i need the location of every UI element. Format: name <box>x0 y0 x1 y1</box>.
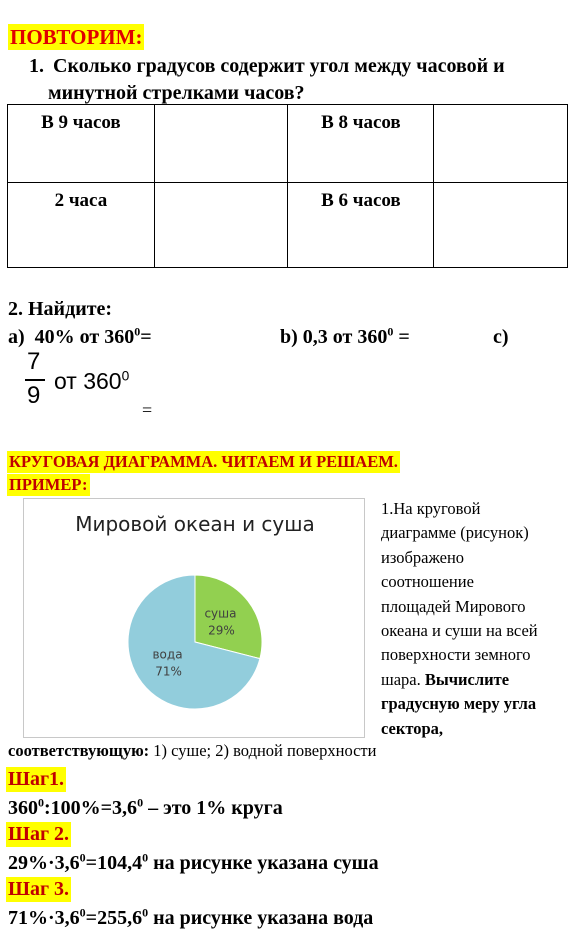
item-a-label: а) <box>8 326 25 348</box>
fraction-of-text: от 360 <box>54 368 122 394</box>
pie-chart-frame <box>23 498 365 738</box>
degree-sup: 0 <box>79 850 86 865</box>
question1-number: 1. <box>29 55 44 77</box>
step-text-part: =104,4 <box>85 852 143 874</box>
step-text-part: на рисунке указана вода <box>148 907 374 929</box>
clock-angle-table <box>7 104 568 268</box>
degree-sup: 0 <box>38 795 44 810</box>
table-cell: В 6 часов <box>288 183 434 268</box>
description-line: градусную меру угла <box>381 694 537 714</box>
answer-cell[interactable] <box>154 105 288 183</box>
answer-cell[interactable] <box>434 105 568 183</box>
example-heading: ПРИМЕР: <box>9 475 88 494</box>
question2-item-a <box>8 326 152 349</box>
degree-sup: 0 <box>137 795 144 810</box>
description-line: 1.На круговой <box>381 499 481 518</box>
fraction-denominator: 9 <box>27 382 41 409</box>
problem-description <box>381 497 571 741</box>
pie-label-category: суша <box>204 606 237 621</box>
description-text: шара. <box>381 669 421 689</box>
question2-item-b <box>280 326 410 349</box>
section-title-pie-chart: КРУГОВАЯ ДИАГРАММА. ЧИТАЕМ И РЕШАЕМ. <box>9 452 398 471</box>
fraction-text <box>54 368 129 395</box>
description-bold-text: соответствующую: <box>8 741 150 760</box>
step-text-part: 71%·3,6 <box>8 907 80 929</box>
description-line: изображено <box>381 547 465 567</box>
item-b-label: b) <box>280 326 298 348</box>
answer-cell[interactable] <box>434 183 568 268</box>
degree-sup: 0 <box>121 368 130 384</box>
section-heading-repeat: ПОВТОРИМ: <box>10 25 143 49</box>
step-text-part: 29%·3,6 <box>8 852 80 874</box>
step-text-part: :100%=3,6 <box>44 797 138 819</box>
fraction-bar <box>25 379 45 381</box>
table-cell: 2 часа <box>8 183 155 268</box>
step1-text <box>8 796 283 821</box>
item-b-eq: = <box>393 326 410 348</box>
table-cell: В 8 часов <box>288 105 434 183</box>
pie-label-category: вода <box>152 647 183 662</box>
degree-sup: 0 <box>79 905 86 920</box>
step-text-part: – это 1% круга <box>143 797 283 819</box>
description-line: сектора, <box>381 718 444 738</box>
chart-title: Мировой океан и суша <box>75 512 315 536</box>
description-line: площадей Мирового <box>381 596 526 616</box>
pie-label-percent: 29% <box>208 623 235 638</box>
step3-text <box>8 906 373 931</box>
description-last-line <box>8 741 376 761</box>
fraction-equals: = <box>142 400 153 420</box>
description-bold-text: Вычислите <box>420 669 510 689</box>
table-row <box>8 105 568 183</box>
item-a-eq: = <box>140 326 152 348</box>
item-a-text: 40% от 360 <box>34 326 135 348</box>
step-text-part: на рисунке указана суша <box>148 852 379 874</box>
step-text-part: 360 <box>8 797 38 819</box>
pie-chart <box>24 499 366 739</box>
fraction-numerator: 7 <box>27 348 41 375</box>
question1-text-line2: минутной стрелками часов? <box>48 82 305 104</box>
description-line: соотношение <box>381 572 474 592</box>
degree-sup: 0 <box>387 324 394 339</box>
description-line: океана и суши на всей <box>381 621 538 641</box>
answer-cell[interactable] <box>154 183 288 268</box>
question1-text-line1: Сколько градусов содержит угол между часовой и <box>53 55 505 77</box>
description-line: поверхности земного <box>381 645 531 665</box>
table-cell: В 9 часов <box>8 105 155 183</box>
pie-label-percent: 71% <box>155 664 182 679</box>
table-row <box>8 183 568 268</box>
degree-sup: 0 <box>142 905 149 920</box>
step3-heading: Шаг 3. <box>8 878 70 900</box>
step-text-part: =255,6 <box>85 907 143 929</box>
step1-heading: Шаг1. <box>8 768 65 790</box>
description-text: 1) суше; 2) водной поверхности <box>149 741 377 760</box>
description-line: диаграмме (рисунок) <box>381 523 529 543</box>
question2-title: 2. Найдите: <box>8 298 113 320</box>
step2-text <box>8 851 379 876</box>
item-b-text: 0,3 от 360 <box>302 326 388 348</box>
degree-sup: 0 <box>134 324 141 339</box>
question2-item-c: c) <box>493 326 509 348</box>
step2-heading: Шаг 2. <box>8 823 70 845</box>
description-line <box>381 668 571 692</box>
degree-sup: 0 <box>142 850 149 865</box>
